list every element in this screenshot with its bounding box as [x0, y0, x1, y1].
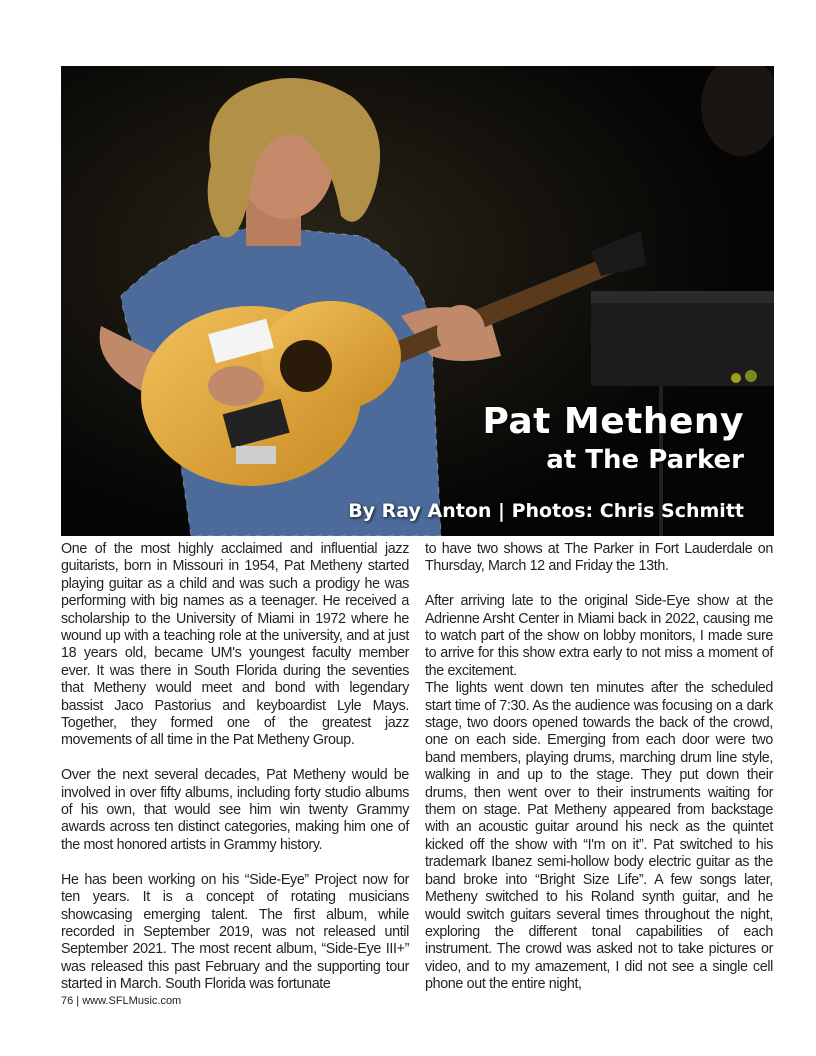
byline: By Ray Anton | Photos: Chris Schmitt — [348, 500, 744, 522]
photo-title-block — [348, 400, 744, 523]
paragraph: Over the next several decades, Pat Metheny would be involved in over fifty albums, including forty studio albums of his own, that would see him win twenty Grammy awards across ten distinct categories, making him one of the most honored artists in Grammy history. — [61, 767, 409, 853]
article-subtitle: at The Parker — [546, 445, 744, 475]
paragraph: He has been working on his “Side-Eye” Project now for ten years. It is a concept of rotating musicians showcasing emerging talent. The first album, while recorded in September 2019, was not released until September 2021. The most recent album, “Side-Eye III+” was released this past February and the supporting tour started in March. South Florida was fortunate — [61, 871, 409, 993]
concert-photo — [61, 66, 774, 536]
paragraph: to have two shows at The Parker in Fort Lauderdale on Thursday, March 12 and Friday the 13th. — [425, 541, 773, 575]
page-footer: 76 | www.SFLMusic.com — [61, 995, 182, 1007]
paragraph: After arriving late to the original Side-Eye show at the Adrienne Arsht Center in Miami back in 2022, causing me to watch part of the show on lobby monitors, I made sure to arrive for this show extra early to not miss a moment of the excitement. — [425, 593, 773, 679]
article-column-right — [425, 541, 773, 994]
paragraph: The lights went down ten minutes after the scheduled start time of 7:30. As the audience was focusing on a dark stage, two doors opened towards the back of the crowd, one on each side. Emerging from each door were two band members, playing drums, marching drum line style, walking in and up to the stage. They put down their drums, then went over to their instruments waiting for them on stage. Pat Metheny appeared from backstage with an acoustic guitar around his neck as the quintet kicked off the show with “I'm on it”. Pat switched to his trademark Ibanez semi-hollow body electric guitar as the band broke into “Bright Size Life”. A few songs later, Metheny switched to his Roland synth guitar, and he would switch guitars several times throughout the night, exploring the different tonal capabilities of each instrument. The crowd was asked not to take pictures or video, and to my amazement, I did not see a single cell phone out the entire night, — [425, 680, 773, 993]
article-title: Pat Metheny — [482, 401, 744, 442]
article-column-left — [61, 541, 409, 994]
paragraph: One of the most highly acclaimed and influential jazz guitarists, born in Missouri in 1954, Pat Metheny started playing guitar as a child and was such a prodigy he was performing with big names as a teenager. He received a scholarship to the University of Miami in 1972 where he wound up with a teaching role at the university, and at just 18 years old, became UM's youngest faculty member ever. It was there in South Florida during the seventies that Metheny would meet and bond with legendary bassist Jaco Pastorius and keyboardist Lyle Mays. Together, they formed one of the greatest jazz movements of all time in the Pat Metheny Group. — [61, 541, 409, 749]
